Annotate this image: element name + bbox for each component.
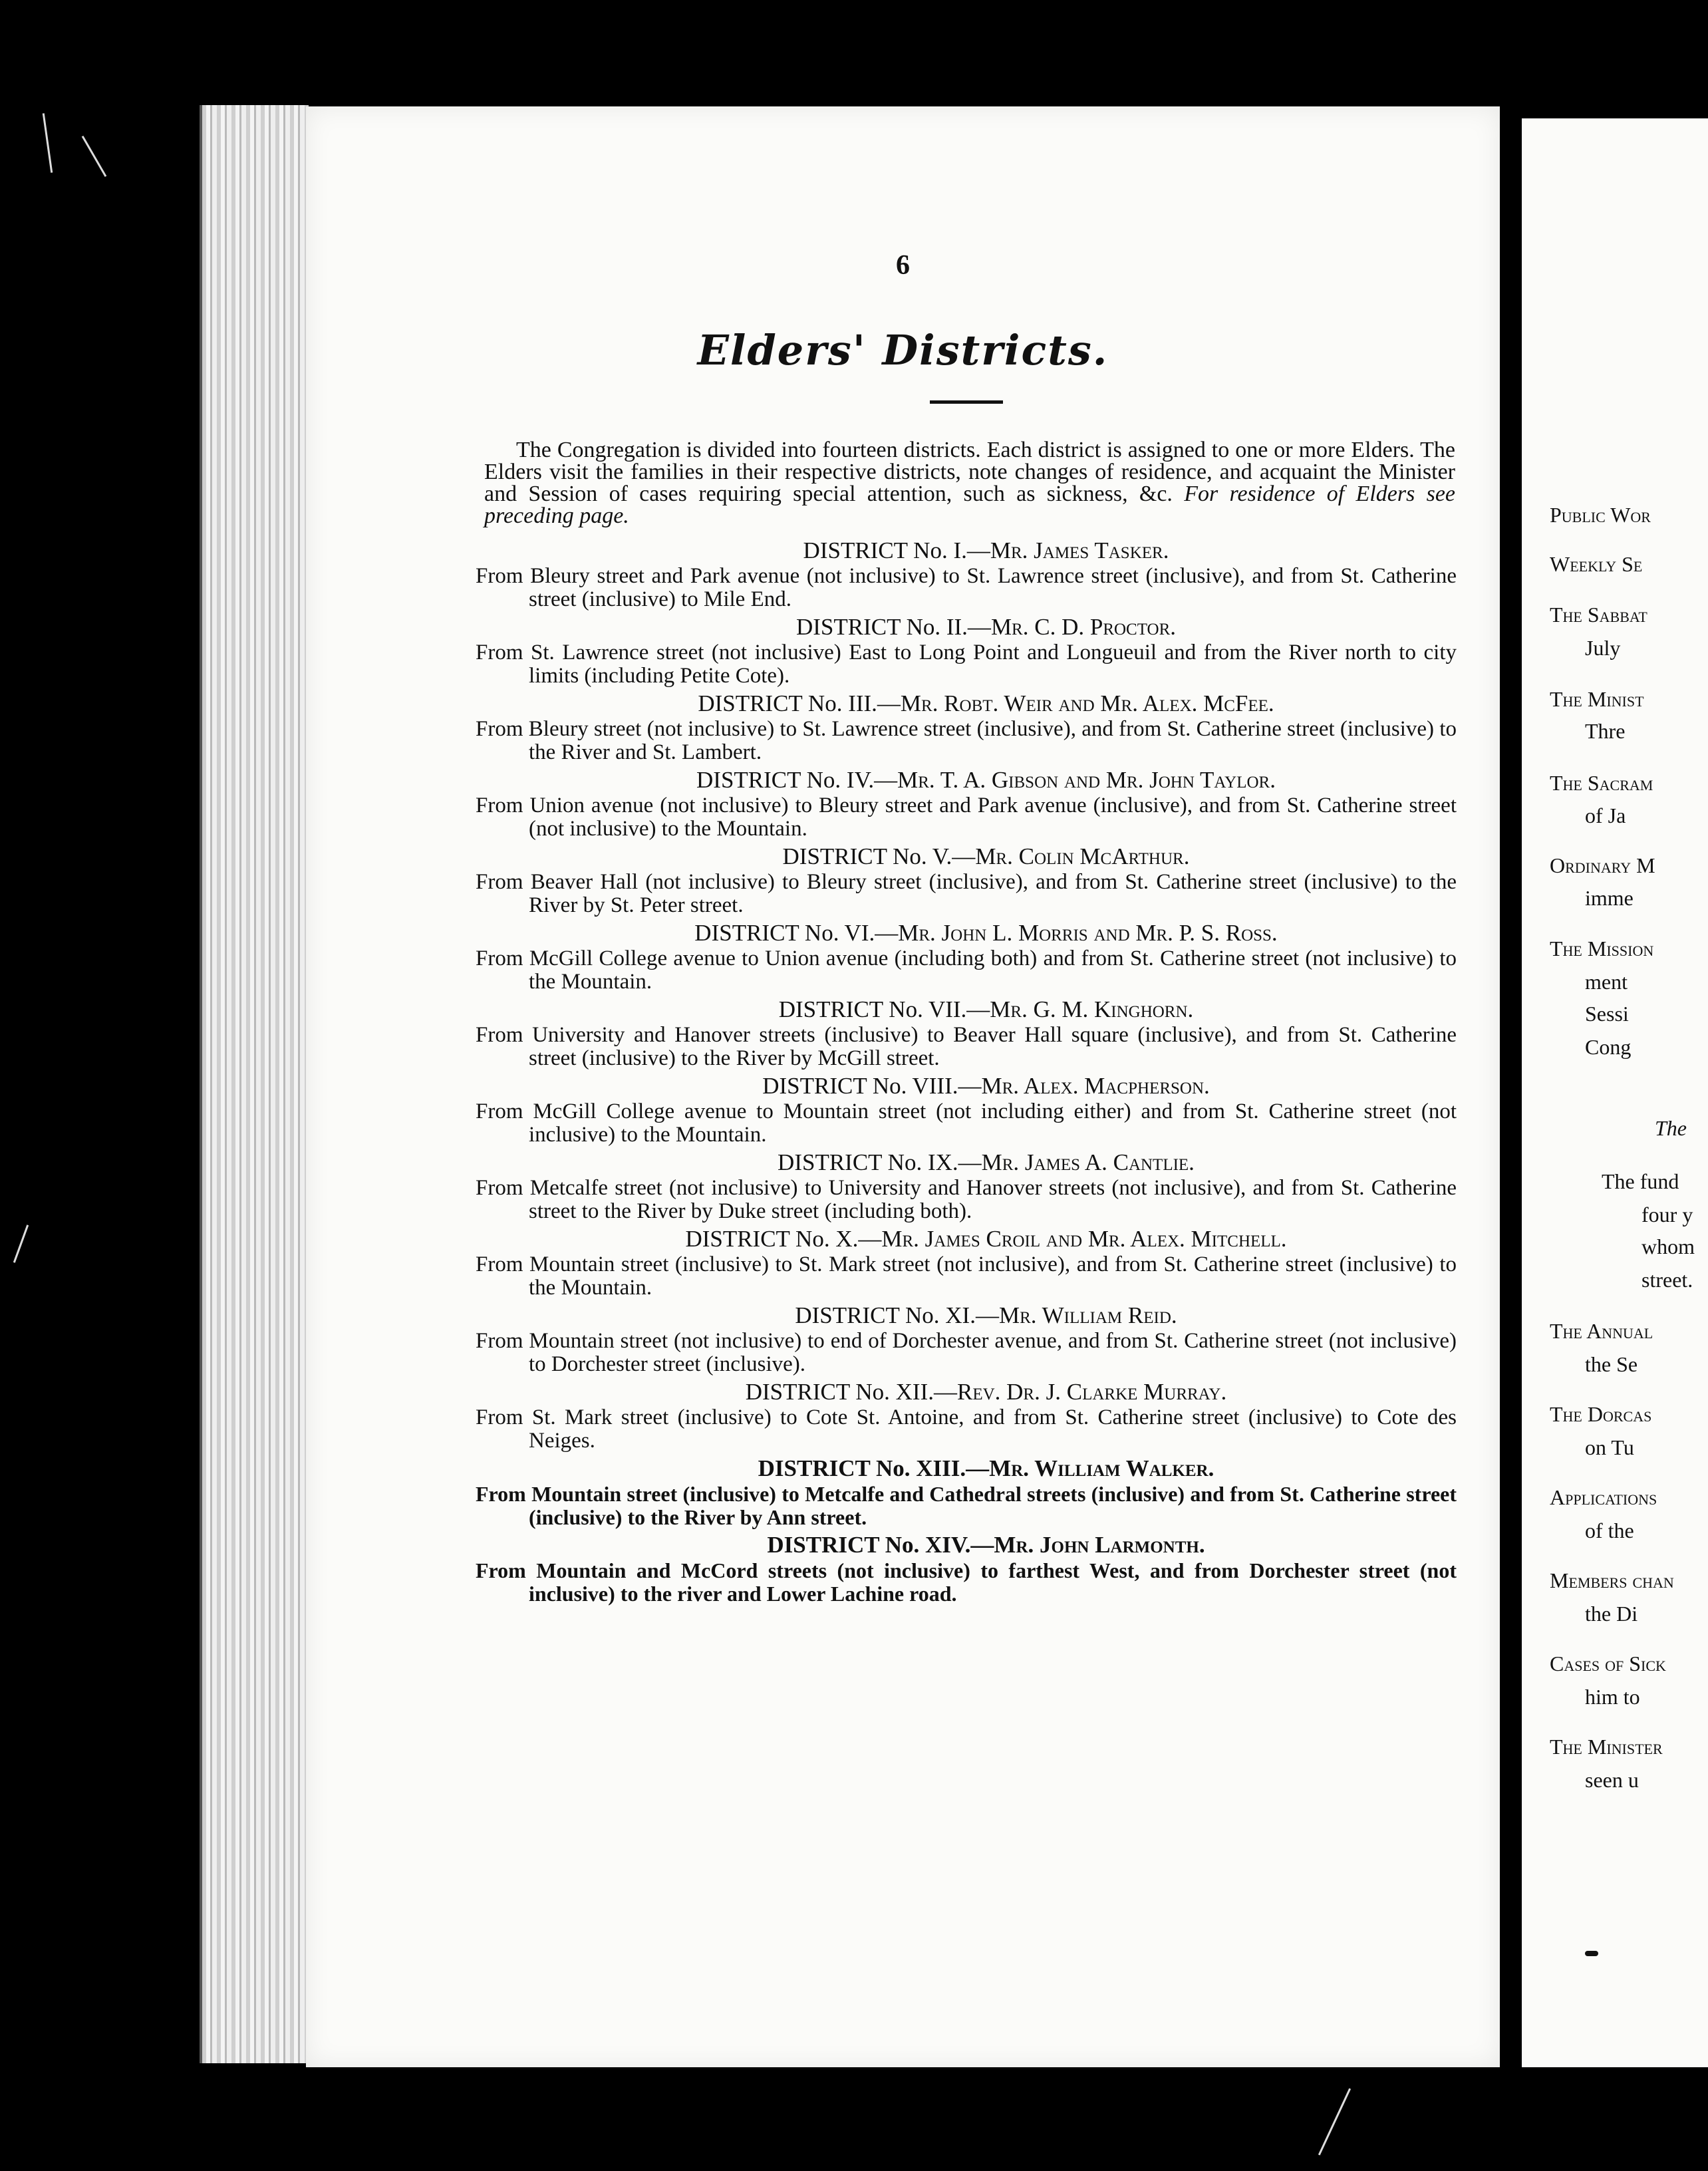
right-line: The fund	[1602, 1169, 1679, 1193]
district-elders: Mr. John Larmonth.	[994, 1532, 1205, 1558]
intro-note: For residence of Elders see preceding page.	[484, 482, 1456, 528]
district-area: From Metcalfe street (not inclusive) to University and Hanover streets (not inclusive), and from St. Catherine street to the River by Duke street (including both).	[476, 1176, 1457, 1223]
district-elders: Mr. Colin McArthur.	[975, 843, 1190, 869]
district-label: DISTRICT No. VIII.—	[762, 1073, 982, 1099]
right-line: of the	[1585, 1519, 1634, 1542]
right-line: street.	[1641, 1268, 1693, 1292]
right-line: Applications	[1550, 1485, 1657, 1509]
district-elders: Mr. James A. Cantlie.	[981, 1149, 1195, 1175]
district-label: DISTRICT No. IV.—	[696, 767, 898, 793]
district-label: DISTRICT No. IX.—	[778, 1149, 982, 1175]
page-number: 6	[896, 250, 910, 281]
right-line: Cases of Sick	[1550, 1652, 1666, 1675]
right-line: The Sacram	[1550, 771, 1653, 795]
district-14	[476, 1530, 1457, 1606]
film-scratch	[13, 1225, 29, 1262]
right-page-fragment	[1522, 118, 1708, 2067]
right-line: The	[1655, 1116, 1687, 1140]
district-3	[476, 689, 1457, 764]
district-heading	[515, 1454, 1457, 1483]
right-line: Weekly Se	[1550, 552, 1643, 576]
district-label: DISTRICT No. X.—	[685, 1226, 882, 1252]
right-line: ment	[1585, 970, 1628, 994]
right-line: Sessi	[1585, 1002, 1629, 1026]
right-line: of Ja	[1585, 803, 1626, 827]
district-elders: Mr. James Croil and Mr. Alex. Mitchell.	[881, 1226, 1287, 1252]
district-area: From Mountain street (not inclusive) to end of Dorchester avenue, and from St. Catherine street (not inclusive) to Dorchester street (inclusive).	[476, 1329, 1457, 1376]
right-line: seen u	[1585, 1768, 1639, 1792]
district-area: From St. Mark street (inclusive) to Cote St. Antoine, and from St. Catherine street (inclusive) to Cote des Neiges.	[476, 1405, 1457, 1453]
district-heading	[515, 1225, 1457, 1253]
right-line: imme	[1585, 886, 1634, 910]
district-elders: Mr. Robt. Weir and Mr. Alex. McFee.	[900, 690, 1274, 716]
district-area: From Mountain and McCord streets (not inclusive) to farthest West, and from Dorchester street (not inclusive) to the river and Lower Lachine road.	[476, 1558, 1457, 1606]
district-label: DISTRICT No. III.—	[698, 690, 901, 716]
district-area: From St. Lawrence street (not inclusive) East to Long Point and Longueuil and from the River north to city limits (including Petite Cote).	[476, 641, 1457, 688]
district-5	[476, 842, 1457, 917]
district-label: DISTRICT No. VII.—	[778, 996, 990, 1022]
district-elders: Rev. Dr. J. Clarke Murray.	[956, 1379, 1227, 1405]
film-scratch	[1318, 2089, 1351, 2156]
district-heading	[515, 536, 1457, 565]
district-area: From McGill College avenue to Mountain street (not including either) and from St. Catherine street (not inclusive) to the Mountain.	[476, 1099, 1457, 1147]
right-line: Members chan	[1550, 1568, 1674, 1592]
district-heading	[515, 766, 1457, 794]
intro-paragraph	[484, 439, 1455, 527]
right-line: Public Wor	[1550, 503, 1651, 527]
district-label: DISTRICT No. VI.—	[694, 920, 899, 946]
district-8	[476, 1072, 1457, 1147]
film-scratch	[43, 113, 53, 173]
film-scratch	[82, 136, 107, 177]
right-line: The Sabbat	[1550, 603, 1647, 627]
district-area: From Mountain street (inclusive) to Metcalfe and Cathedral streets (inclusive) and from St. Catherine street (inclusive) to the River by Ann street.	[476, 1482, 1457, 1529]
district-list	[476, 536, 1457, 1607]
right-line: him to	[1585, 1685, 1640, 1709]
right-line: the Di	[1585, 1602, 1638, 1626]
district-heading	[515, 1072, 1457, 1100]
right-line: Thre	[1585, 719, 1626, 743]
page-title: Elders' Districts.	[697, 326, 1109, 374]
district-elders: Mr. Alex. Macpherson.	[981, 1073, 1210, 1099]
intro-text: The Congregation is divided into fourteen districts. Each district is assigned to one or more Elders. The Elders visit the families in their respective districts, note changes of residence, and acquaint the Minister and Session of cases requiring special attention, such as sickness, &c.	[484, 438, 1455, 506]
right-line: whom	[1641, 1234, 1695, 1258]
district-area: From Bleury street (not inclusive) to St. Lawrence street (inclusive), and from St. Catherine street (inclusive) to the River and St. Lambert.	[476, 717, 1457, 764]
district-area: From Mountain street (inclusive) to St. Mark street (not inclusive), and from St. Catherine street (inclusive) to the Mountain.	[476, 1252, 1457, 1300]
right-line: The Minister	[1550, 1735, 1663, 1759]
district-heading	[515, 1377, 1457, 1406]
district-label: DISTRICT No. V.—	[782, 843, 976, 869]
right-line: The Minist	[1550, 687, 1644, 711]
district-label: DISTRICT No. XIV.—	[767, 1532, 994, 1558]
district-elders: Mr. William Reid.	[998, 1302, 1177, 1328]
district-area: From Beaver Hall (not inclusive) to Bleury street (inclusive), and from St. Catherine street (inclusive) to the River by St. Peter street.	[476, 870, 1457, 917]
district-1	[476, 536, 1457, 611]
left-page	[306, 106, 1500, 2067]
district-9	[476, 1148, 1457, 1223]
district-heading	[515, 1530, 1457, 1559]
district-area: From McGill College avenue to Union avenue (including both) and from St. Catherine street (not inclusive) to the Mountain.	[476, 946, 1457, 994]
district-label: DISTRICT No. I.—	[803, 537, 990, 563]
right-line: the Se	[1585, 1352, 1638, 1376]
district-4	[476, 766, 1457, 841]
district-elders: Mr. T. A. Gibson and Mr. John Taylor.	[897, 767, 1276, 793]
district-heading	[515, 1148, 1457, 1177]
right-line: July	[1585, 636, 1621, 660]
district-heading	[515, 995, 1457, 1024]
district-label: DISTRICT No. XII.—	[745, 1379, 957, 1405]
district-elders: Mr. William Walker.	[989, 1455, 1214, 1481]
district-heading	[515, 613, 1457, 641]
district-heading	[515, 842, 1457, 871]
district-elders: Mr. John L. Morris and Mr. P. S. Ross.	[898, 920, 1278, 946]
title-rule	[930, 400, 1003, 404]
right-line: The Dorcas	[1550, 1402, 1652, 1426]
right-line: The Annual	[1550, 1319, 1653, 1343]
district-11	[476, 1301, 1457, 1376]
district-13	[476, 1454, 1457, 1529]
right-line: Cong	[1585, 1035, 1632, 1059]
district-elders: Mr. C. D. Proctor.	[990, 614, 1177, 640]
page-stack-edge	[200, 105, 309, 2063]
right-line: The Mission	[1550, 937, 1654, 960]
right-line: on Tu	[1585, 1435, 1634, 1459]
district-area: From University and Hanover streets (inclusive) to Beaver Hall square (inclusive), and from St. Catherine street (inclusive) to the River by McGill street.	[476, 1023, 1457, 1070]
right-line: Ordinary M	[1550, 853, 1655, 877]
district-label: DISTRICT No. II.—	[795, 614, 991, 640]
ink-mark	[1585, 1951, 1598, 1956]
district-label: DISTRICT No. XIII.—	[758, 1455, 990, 1481]
district-elders: Mr. James Tasker.	[990, 537, 1169, 563]
district-heading	[515, 919, 1457, 947]
district-elders: Mr. G. M. Kinghorn.	[990, 996, 1194, 1022]
district-6	[476, 919, 1457, 994]
district-12	[476, 1377, 1457, 1453]
district-2	[476, 613, 1457, 688]
district-heading	[515, 689, 1457, 718]
district-label: DISTRICT No. XI.—	[795, 1302, 999, 1328]
district-heading	[515, 1301, 1457, 1330]
district-area: From Bleury street and Park avenue (not inclusive) to St. Lawrence street (inclusive), and from St. Catherine street (inclusive) to Mile End.	[476, 564, 1457, 611]
district-10	[476, 1225, 1457, 1300]
right-line: four y	[1641, 1203, 1693, 1227]
district-7	[476, 995, 1457, 1070]
district-area: From Union avenue (not inclusive) to Bleury street and Park avenue (inclusive), and from St. Catherine street (not inclusive) to the Mountain.	[476, 794, 1457, 841]
